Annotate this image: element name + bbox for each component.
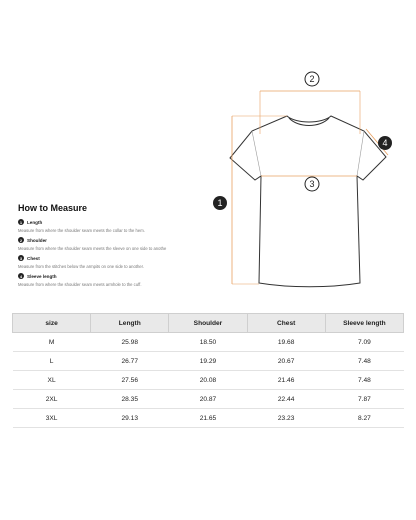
number-badge: 4 (19, 273, 23, 279)
header-shoulder: Shoulder (169, 314, 247, 333)
marker-3 (305, 177, 319, 191)
measure-label: Sleeve length (27, 273, 57, 279)
cell-shoulder: 19.29 (169, 352, 247, 371)
marker-4 (378, 136, 392, 150)
number-badge: 3 (19, 255, 23, 261)
table-row (13, 390, 404, 409)
cell-chest: 19.68 (247, 333, 325, 352)
measure-description: Measure from where the shoulder seam meets the sleeve on one side to anothe (18, 246, 167, 251)
cell-length: 27.56 (91, 371, 169, 390)
table-row (13, 352, 404, 371)
measure-item-chest (18, 255, 228, 269)
cell-sleeve-length: 7.48 (325, 371, 403, 390)
table-row (13, 409, 404, 428)
cell-chest: 22.44 (247, 390, 325, 409)
cell-chest: 21.46 (247, 371, 325, 390)
svg-text:3: 3 (309, 179, 315, 190)
header-size: size (13, 314, 91, 333)
cell-sleeve-length: 7.48 (325, 352, 403, 371)
cell-size: 3XL (13, 409, 91, 428)
svg-text:1: 1 (217, 198, 223, 209)
cell-sleeve-length: 7.87 (325, 390, 403, 409)
measure-item-shoulder (18, 237, 228, 251)
cell-chest: 23.23 (247, 409, 325, 428)
cell-size: L (13, 352, 91, 371)
measure-item-length (18, 219, 228, 233)
svg-text:4: 4 (382, 138, 388, 149)
header-sleeve-length: Sleeve length (325, 314, 403, 333)
table-row (13, 333, 404, 352)
how-to-measure-title: How to Measure (18, 203, 88, 213)
measure-description: Measure from the stitches below the armpits on one side to another. (18, 264, 144, 269)
svg-text:2: 2 (309, 74, 315, 85)
cell-size: M (13, 333, 91, 352)
cell-sleeve-length: 8.27 (325, 409, 403, 428)
cell-length: 29.13 (91, 409, 169, 428)
header-chest: Chest (247, 314, 325, 333)
measure-description: Measure from where the shoulder seam meets the collar to the hem. (18, 228, 145, 233)
table-header-row (13, 314, 404, 333)
cell-length: 25.98 (91, 333, 169, 352)
size-chart-table (12, 313, 404, 428)
cell-size: XL (13, 371, 91, 390)
measure-item-sleeve-length (18, 273, 228, 287)
cell-size: 2XL (13, 390, 91, 409)
measure-label: Shoulder (27, 237, 47, 243)
header-length: Length (91, 314, 169, 333)
cell-shoulder: 21.65 (169, 409, 247, 428)
cell-chest: 20.67 (247, 352, 325, 371)
measure-label: Length (27, 219, 43, 225)
measure-description: Measure from where the shoulder seam meets armhole to the cuff. (18, 282, 142, 287)
cell-sleeve-length: 7.09 (325, 333, 403, 352)
cell-shoulder: 20.08 (169, 371, 247, 390)
table-row (13, 371, 404, 390)
measure-label: Chest (27, 255, 40, 261)
number-badge: 2 (19, 237, 23, 243)
number-badge: 1 (19, 219, 23, 225)
cell-shoulder: 20.87 (169, 390, 247, 409)
cell-length: 26.77 (91, 352, 169, 371)
how-to-measure (18, 203, 228, 291)
cell-length: 28.35 (91, 390, 169, 409)
marker-2 (305, 72, 319, 86)
cell-shoulder: 18.50 (169, 333, 247, 352)
